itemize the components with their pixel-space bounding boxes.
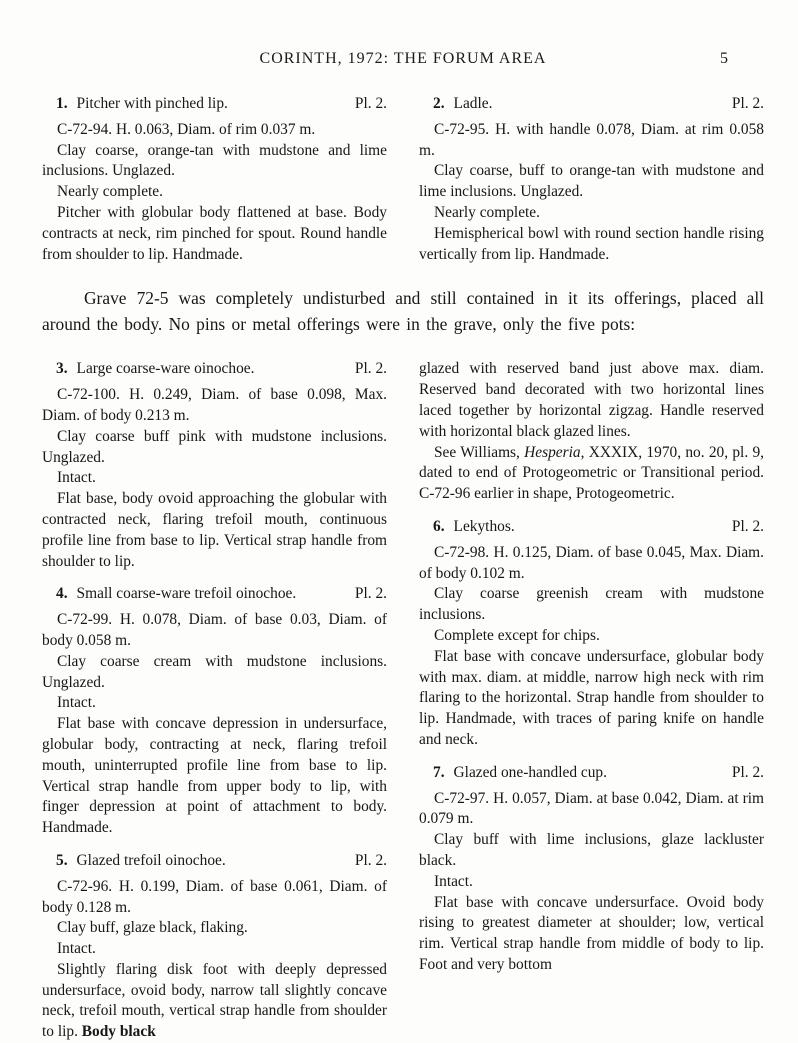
text-run: Flat base, body ovoid approaching the globular with contracted neck, flaring trefoil mouth, continuous profile line from base to lip. Vertical strap handle from shoulder to lip.	[42, 490, 387, 570]
text-run: Nearly complete.	[434, 203, 540, 221]
text-run: Flat base with concave undersurface. Ovoid body rising to greatest diameter at shoulder; low, vertical rim. Vertical strap handle from middle of body to lip. Foot and very bottom	[419, 893, 764, 973]
text-run: Nearly complete.	[57, 183, 163, 201]
catalog-main-section	[42, 359, 764, 1043]
catalog-entry	[42, 851, 387, 1043]
entry-heading	[419, 763, 764, 784]
entry-number: 6.	[433, 517, 445, 535]
catalog-paragraph	[42, 714, 387, 839]
text-run: Slightly flaring disk foot with deeply depressed undersurface, ovoid body, narrow tall slightly concave neck, trefoil mouth, vertical strap handle from shoulder to lip.	[42, 960, 387, 1041]
entry-heading	[42, 94, 387, 115]
catalog-paragraph	[42, 203, 387, 265]
entry-heading	[419, 517, 764, 538]
catalog-paragraph	[42, 489, 387, 572]
intro-paragraph: Grave 72-5 was completely undisturbed and still contained in it its offerings, placed all around the body. No pins or metal offerings were in the grave, only the five pots:	[42, 288, 764, 335]
catalog-paragraph	[42, 141, 387, 183]
catalog-paragraph	[419, 203, 764, 224]
text-run: Intact.	[434, 872, 473, 890]
text-run: C-72-95. H. with handle 0.078, Diam. at rim 0.058 m.	[419, 120, 764, 159]
column-main-right	[419, 359, 764, 1043]
catalog-paragraph	[419, 161, 764, 203]
plate-reference: Pl. 2.	[731, 517, 764, 535]
bold-text: Body black	[81, 1023, 156, 1041]
catalog-entry	[419, 763, 764, 976]
catalog-paragraph	[42, 182, 387, 203]
entry-heading	[42, 359, 387, 380]
entry-number: 5.	[56, 851, 68, 869]
column-top-right	[419, 94, 764, 265]
text-run: C-72-98. H. 0.125, Diam. of base 0.045, Max. Diam. of body 0.102 m.	[419, 543, 764, 582]
entry-heading	[42, 584, 387, 605]
page-number: 5	[720, 50, 728, 67]
text-run: C-72-99. H. 0.078, Diam. of base 0.03, Diam. of body 0.058 m.	[42, 611, 387, 649]
entry-title: Small coarse-ware trefoil oinochoe.	[76, 585, 297, 603]
catalog-paragraph	[42, 652, 387, 694]
catalog-paragraph	[419, 626, 764, 647]
text-run: C-72-94. H. 0.063, Diam. of rim 0.037 m.	[57, 120, 316, 138]
text-run: Clay coarse buff pink with mudstone inclusions. Unglazed.	[42, 427, 387, 466]
catalog-paragraph	[419, 443, 764, 505]
text-run: Clay buff with lime inclusions, glaze lackluster black.	[419, 831, 764, 869]
continuation-block	[419, 359, 764, 505]
entry-heading	[42, 851, 387, 872]
text-run: Pitcher with globular body flattened at base. Body contracts at neck, rim pinched for spout. Round handle from shoulder to lip. Handmade.	[42, 203, 387, 263]
text-run: Intact.	[57, 469, 96, 487]
text-run: Intact.	[57, 940, 96, 958]
catalog-paragraph	[419, 830, 764, 872]
text-run: , XXXIX, 1970, no. 20, pl. 9, dated to end of Protogeometric or Transitional period. C-72-96 earlier in shape, Protogeometric.	[419, 443, 764, 503]
catalog-paragraph	[419, 584, 764, 626]
entry-title: Ladle.	[453, 95, 493, 112]
text-run: Flat base with concave depression in undersurface, globular body, contracting at neck, flaring trefoil mouth, uninterrupted profile line from base to lip. Vertical strap handle from upper body to lip, with finger depression at point of attachment to body. Handmade.	[42, 715, 387, 837]
catalog-entry	[419, 94, 764, 265]
running-title: CORINTH, 1972: THE FORUM AREA	[259, 50, 547, 67]
catalog-paragraph	[42, 427, 387, 469]
text-run: Intact.	[57, 694, 96, 712]
plate-reference: Pl. 2.	[354, 585, 387, 603]
text-run: C-72-96. H. 0.199, Diam. of base 0.061, Diam. of body 0.128 m.	[42, 877, 387, 916]
text-run: Clay coarse greenish cream with mudstone inclusions.	[419, 585, 764, 624]
catalog-paragraph	[42, 918, 387, 939]
catalog-paragraph	[419, 543, 764, 585]
catalog-paragraph	[42, 385, 387, 427]
catalog-paragraph	[42, 877, 387, 919]
entry-title: Glazed one-handled cup.	[453, 763, 607, 781]
entry-number: 3.	[56, 360, 68, 378]
plate-reference: Pl. 2.	[731, 95, 764, 112]
running-head	[42, 50, 764, 72]
entry-title: Glazed trefoil oinochoe.	[76, 851, 226, 869]
catalog-entry	[42, 584, 387, 839]
entry-number: 4.	[56, 585, 68, 603]
catalog-paragraph	[419, 120, 764, 162]
plate-reference: Pl. 2.	[731, 763, 764, 781]
plate-reference: Pl. 2.	[354, 95, 387, 112]
catalog-paragraph	[419, 359, 764, 442]
text-run: C-72-97. H. 0.057, Diam. at base 0.042, Diam. at rim 0.079 m.	[419, 789, 764, 828]
entry-heading	[419, 94, 764, 115]
catalog-paragraph	[419, 872, 764, 893]
entry-title: Large coarse-ware oinochoe.	[76, 360, 255, 378]
text-run: See Williams,	[434, 443, 525, 461]
catalog-paragraph	[419, 647, 764, 751]
entry-number: 7.	[433, 763, 445, 781]
catalog-paragraph	[419, 224, 764, 266]
entry-number: 1.	[56, 95, 68, 112]
text-run: C-72-100. H. 0.249, Diam. of base 0.098, Max. Diam. of body 0.213 m.	[42, 386, 387, 424]
plate-reference: Pl. 2.	[354, 360, 387, 378]
catalog-paragraph	[419, 893, 764, 976]
catalog-paragraph	[42, 120, 387, 141]
text-run: glazed with reserved band just above max. diam. Reserved band decorated with two horizontal lines laced together by horizontal zigzag. Handle reserved with horizontal black glazed lines.	[419, 360, 764, 440]
column-main-left	[42, 359, 387, 1043]
text-run: Clay coarse, orange-tan with mudstone and lime inclusions. Unglazed.	[42, 141, 387, 180]
text-run: Clay coarse cream with mudstone inclusions. Unglazed.	[42, 652, 387, 691]
text-run: Hemispherical bowl with round section handle rising vertically from lip. Handmade.	[419, 224, 764, 263]
catalog-top-section	[42, 94, 764, 265]
text-run: Clay coarse, buff to orange-tan with mudstone and lime inclusions. Unglazed.	[419, 162, 764, 201]
catalog-paragraph	[42, 610, 387, 652]
text-run: Flat base with concave undersurface, globular body with max. diam. at middle, narrow high neck with rim flaring to the horizontal. Strap handle from shoulder to lip. Handmade, with traces of paring knife on handle and neck.	[419, 647, 764, 748]
text-run: Complete except for chips.	[434, 626, 600, 644]
catalog-paragraph	[42, 939, 387, 960]
column-top-left	[42, 94, 387, 265]
catalog-paragraph	[42, 693, 387, 714]
entry-title: Lekythos.	[453, 517, 515, 535]
text-run: Clay buff, glaze black, flaking.	[57, 919, 248, 937]
entry-number: 2.	[433, 95, 445, 112]
catalog-paragraph	[42, 960, 387, 1043]
catalog-paragraph	[42, 468, 387, 489]
plate-reference: Pl. 2.	[354, 851, 387, 869]
catalog-entry	[42, 94, 387, 265]
entry-title: Pitcher with pinched lip.	[76, 95, 228, 112]
italic-text: Hesperia	[524, 443, 581, 461]
catalog-entry	[42, 359, 387, 572]
catalog-paragraph	[419, 789, 764, 831]
catalog-entry	[419, 517, 764, 751]
